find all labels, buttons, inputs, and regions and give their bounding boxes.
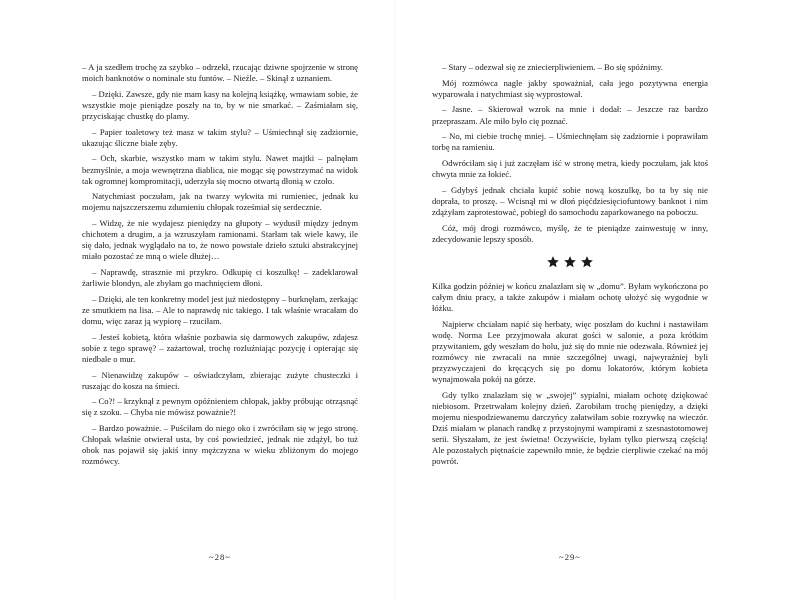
paragraph: Cóż, mój drogi rozmówco, myślę, że te pieniądze zainwestuję w inny, zdecydowanie lepszy sposób. (432, 222, 708, 244)
paragraph: Odwróciłam się i już zaczęłam iść w stronę metra, kiedy poczułam, jak ktoś chwyta mnie za łokieć. (432, 158, 708, 180)
paragraph: – No, mi ciebie trochę mniej. – Uśmiechnęłam się zadziornie i poprawiłam torbę na ramieniu. (432, 131, 708, 153)
paragraph: – Naprawdę, strasznie mi przykro. Odkupię ci koszulkę! – zadeklarował żarliwie blondyn, ale zbyłam go machnięciem dłoni. (82, 267, 358, 289)
paragraph: – Co?! – krzyknął z pewnym opóźnieniem chłopak, jakby próbując otrząsnąć się z szoku. – Chyba nie mówisz poważnie?! (82, 396, 358, 418)
paragraph: Natychmiast poczułam, jak na twarzy wykwita mi rumieniec, jednak ku mojemu najszczerszemu zdumieniu chłopak roześmiał się serdecznie. (82, 191, 358, 213)
paragraph: – Stary – odezwał się ze zniecierpliwieniem. – Bo się spóźnimy. (442, 62, 663, 72)
paragraph: Najpierw chciałam napić się herbaty, więc poszłam do kuchni i nastawiłam wodę. Norma Lee przyjmowała akurat gości w salonie, a poza krótkim przywitaniem, gdy weszłam do holu, już się do mnie nie odezwała. Również jej rozmówcy nie zwracali na mnie szczególnej uwagi, najwyraźniej byli przyzwyczajeni do kręcących się po domu lokatorów, którym kobieta wynajmowała pokój na górze. (432, 318, 708, 385)
paragraph: – Jesteś kobietą, która właśnie pozbawia się darmowych zakupów, zdajesz sobie z tego sprawę? – zażartował, trochę rozluźniając pozycję i opierając się niedbale o mur. (82, 331, 358, 364)
paragraph: – Nienawidzę zakupów – oświadczyłam, zbierając zużyte chusteczki i ruszając do kosza na śmieci. (82, 369, 358, 391)
paragraph: Gdy tylko znalazłam się w „swojej” sypialni, miałam ochotę dziękować niebiosom. Przetrwałam kolejny dzień. Zarobiłam trochę pieniędzy, a dzięki mojemu niespodziewanemu darczyńcy załatwiłam sobie rozrywkę na wieczór. Dziś miałam w planach randkę z przystojnymi wampirami z szesnastotomowej serii. Słyszałam, że jest świetna! Oczywiście, byłam tylko pierwszą częścią! Ale pozostałych piętnaście zapewniło mnie, że będzie cierpliwie czekać na mój powrót. (432, 389, 708, 467)
page-number-right: ~29~ (559, 552, 581, 562)
star-icon (580, 255, 594, 269)
paragraph: Kilka godzin później w końcu znalazłam się w „domu”. Byłam wykończona po całym dniu pracy, a także zakupów i miałam ochotę ułożyć się wygodnie w łóżku. (432, 280, 708, 314)
paragraph: – Bardzo poważnie. – Puściłam do niego oko i zwróciłam się w jego stronę. Chłopak właśnie otwierał usta, by coś powiedzieć, jednak nie zdążył, bo tuż obok nas pojawił się jakiś inny mężczyzna w wieku zbliżonym do mojego rozmówcy. (82, 423, 358, 467)
star-icon (563, 255, 577, 269)
paragraph: – Jasne. – Skierował wzrok na mnie i dodał: – Jeszcze raz bardzo przepraszam. Ale miło było cię poznać. (432, 104, 708, 126)
paragraph: – Widzę, że nie wydajesz pieniędzy na głupoty – wydusił między jednym chichotem a drugim, a ja wzruszyłam ramionami. Starłam tak wiele kawy, ile się dało, jednak wyglądało na to, że nowo powstałe dzieło sztuki abstrakcyjnej miało pozostać ze mną o wiele dłużej… (82, 218, 358, 262)
star-icon (546, 255, 560, 269)
paragraph: – Och, skarbie, wszystko mam w takim stylu. Nawet majtki – palnęłam bezmyślnie, a moja wewnętrzna diablica, nie mogąc się powstrzymać na widok tak ogromnej kompromitacji, uderzyła się mocno otwartą dłonią w czoło. (82, 153, 358, 186)
three-stars-icon (432, 255, 708, 269)
paragraph: Mój rozmówca nagle jakby spoważniał, cała jego pozytywna energia wyparowała i natychmiast się wyprostował. (432, 77, 708, 99)
right-page (432, 62, 708, 472)
paragraph: – Dzięki, ale ten konkretny model jest już niedostępny – burknęłam, zerkając ze smutkiem na lisa. – Ale to naprawdę nic takiego. I tak właśnie wracałam do domu, więc zaraz ją wypiorę – rzuciłam. (82, 293, 358, 327)
paragraph: – Papier toaletowy też masz w takim stylu? – Uśmiechnął się zadziornie, ukazując śliczne białe zęby. (82, 126, 358, 148)
book-gutter (394, 0, 396, 600)
left-page (82, 62, 358, 472)
paragraph: – Gdybyś jednak chciała kupić sobie nową koszulkę, bo ta by się nie doprała, to proszę. – Wcisnął mi w dłoń pięćdziesięciofuntowy banknot i nim zdążyłam zaprotestować, pobiegł do samochodu zaparkowanego na poboczu. (432, 184, 708, 217)
paragraph: – A ja szedłem trochę za szybko – odrzekł, rzucając dziwne spojrzenie w stronę moich banknotów o nominale stu funtów. – Nieźle. – Skinął z uznaniem. (82, 62, 358, 84)
page-number-left: ~28~ (209, 552, 231, 562)
paragraph: – Dzięki. Zawsze, gdy nie mam kasy na kolejną książkę, wmawiam sobie, że wszystkie moje pieniądze poszły na to, by w nie smarkać. – Zaśmiałam się, przyciskając chustkę do plamy. (82, 88, 358, 121)
